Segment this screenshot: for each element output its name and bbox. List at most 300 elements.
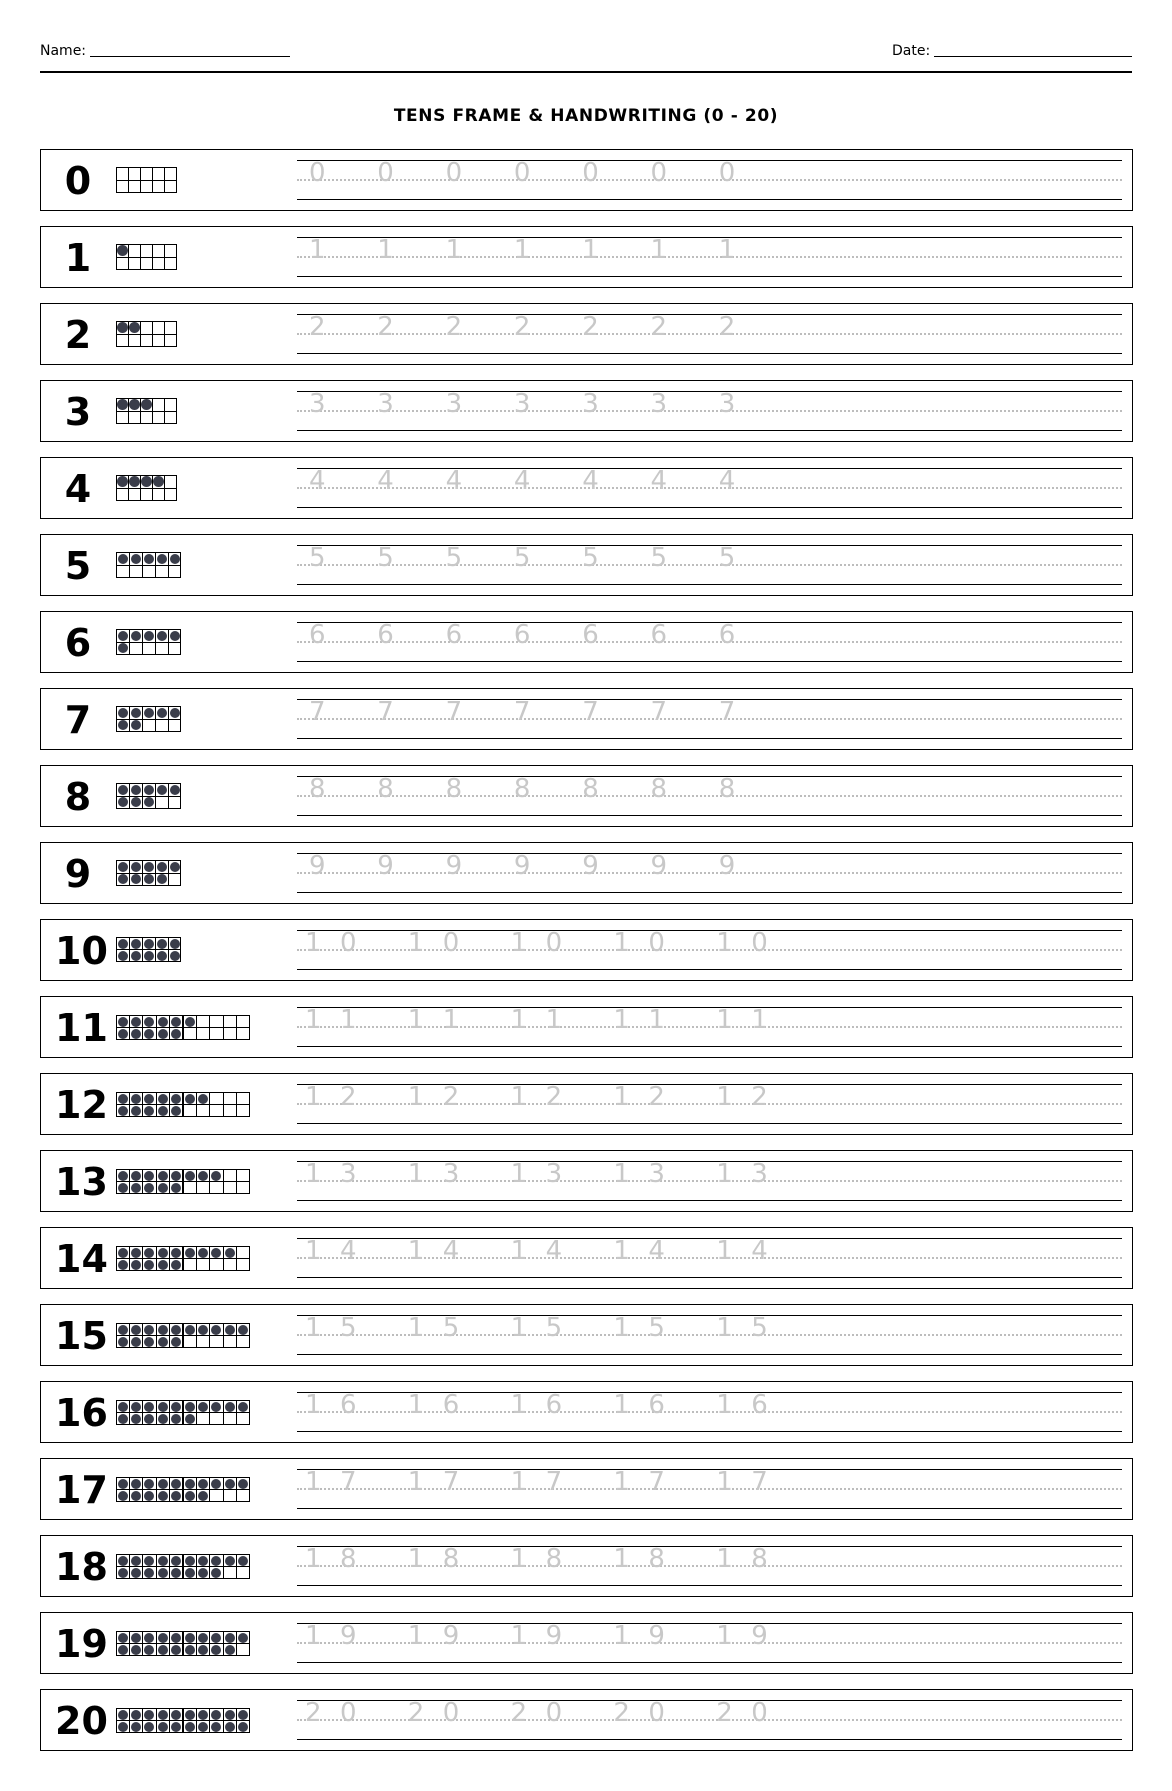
row-number: 3 xyxy=(64,390,92,434)
counter-dot-icon xyxy=(118,1402,128,1412)
ten-frame-cell xyxy=(141,489,153,502)
ten-frame-cell xyxy=(157,1721,170,1733)
counter-dot-icon xyxy=(118,1414,128,1424)
ten-frame-cell xyxy=(156,874,169,887)
handwriting-lines[interactable] xyxy=(297,1151,1122,1211)
ten-frame xyxy=(116,1400,183,1425)
counter-dot-icon xyxy=(171,1183,181,1193)
counter-dot-icon xyxy=(129,399,140,410)
date-field[interactable] xyxy=(934,56,1132,57)
ten-frame-cell xyxy=(184,1401,197,1413)
trace-digit: 8 xyxy=(377,774,394,804)
trace-digit: 7 xyxy=(545,1467,563,1497)
ten-frame-cell xyxy=(117,720,130,733)
ten-frame-cell xyxy=(165,476,177,489)
trace-digit: 5 xyxy=(718,543,736,573)
handwriting-lines[interactable] xyxy=(297,150,1122,210)
counter-dot-icon xyxy=(158,1171,168,1181)
ten-frame-cell xyxy=(130,938,143,950)
ten-frame xyxy=(116,475,177,501)
worksheet-row xyxy=(40,534,1133,596)
ten-frame-cell xyxy=(153,245,165,258)
ten-frame-cell xyxy=(237,1478,250,1490)
midline-dotted xyxy=(297,872,1122,874)
ten-frame-cell xyxy=(197,1555,210,1567)
counter-dot-icon xyxy=(198,1491,208,1501)
ten-frame-cell xyxy=(117,335,129,348)
trace-digit: 0 xyxy=(442,1698,460,1728)
trace-digit: 1 xyxy=(510,1236,528,1266)
ten-frame-cell xyxy=(170,1709,183,1721)
ten-frame-cell xyxy=(157,1170,170,1182)
handwriting-lines[interactable] xyxy=(297,1305,1122,1365)
trace-digit: 0 xyxy=(751,928,768,958)
counter-dot-icon xyxy=(118,1325,128,1335)
ten-frame-cell xyxy=(157,1336,170,1348)
ten-frame-cell xyxy=(237,1105,250,1117)
ten-frame-cell xyxy=(184,1721,197,1733)
handwriting-lines[interactable] xyxy=(297,1382,1122,1442)
trace-digit: 1 xyxy=(613,1082,630,1112)
ten-frame-cell xyxy=(169,720,182,733)
ten-frame-cell xyxy=(156,784,169,797)
trace-digit: 2 xyxy=(650,312,668,342)
row-number: 8 xyxy=(64,775,92,819)
counter-dot-icon xyxy=(144,1260,154,1270)
ten-frame-cell xyxy=(117,399,129,412)
counter-dot-icon xyxy=(157,951,167,961)
trace-digit: 1 xyxy=(613,1159,630,1189)
trace-digit: 1 xyxy=(716,1390,733,1420)
ten-frame xyxy=(183,1169,250,1194)
worksheet-row xyxy=(40,380,1133,442)
ten-frame-cell xyxy=(143,1247,156,1259)
trace-digit: 8 xyxy=(648,1544,665,1574)
counter-dot-icon xyxy=(171,1029,181,1039)
handwriting-lines[interactable] xyxy=(297,381,1122,441)
ten-frame-cell xyxy=(143,1632,156,1644)
ten-frame-cell xyxy=(184,1105,197,1117)
ten-frame-cell xyxy=(170,1401,183,1413)
ten-frame-cell xyxy=(130,1170,143,1182)
worksheet-row xyxy=(40,1073,1133,1135)
ten-frame-cell xyxy=(117,245,129,258)
counter-dot-icon xyxy=(144,874,154,884)
ten-frame-cell xyxy=(184,1247,197,1259)
ten-frame-cell xyxy=(210,1247,223,1259)
ten-frame-cell xyxy=(237,1259,250,1271)
handwriting-lines[interactable] xyxy=(297,1074,1122,1134)
counter-dot-icon xyxy=(144,1633,154,1643)
ten-frame-cell xyxy=(156,938,169,950)
ten-frame-cell xyxy=(157,1324,170,1336)
counter-dot-icon xyxy=(144,1556,154,1566)
trace-digit: 9 xyxy=(545,1621,563,1651)
trace-digit: 2 xyxy=(718,312,736,342)
counter-dot-icon xyxy=(144,1183,154,1193)
counter-dot-icon xyxy=(144,797,154,807)
trace-digit: 7 xyxy=(582,697,599,727)
trace-digit: 1 xyxy=(613,1313,630,1343)
trace-digit: 1 xyxy=(510,1313,528,1343)
trace-digit: 1 xyxy=(510,1390,528,1420)
ten-frame-cell xyxy=(117,630,130,643)
handwriting-lines[interactable] xyxy=(297,304,1122,364)
counter-dot-icon xyxy=(158,1568,168,1578)
ten-frame-cell xyxy=(224,1336,237,1348)
ten-frames xyxy=(116,860,181,886)
counter-dot-icon xyxy=(185,1414,195,1424)
trace-digit: 7 xyxy=(513,697,531,727)
trace-digit: 6 xyxy=(648,1390,665,1420)
counter-dot-icon xyxy=(118,554,128,564)
counter-dot-icon xyxy=(144,951,154,961)
ten-frame-cell xyxy=(143,1644,156,1656)
ten-frame-cell xyxy=(184,1709,197,1721)
ten-frame-cell xyxy=(141,181,153,194)
trace-digit: 4 xyxy=(513,466,531,496)
handwriting-lines[interactable] xyxy=(297,1536,1122,1596)
ten-frame-cell xyxy=(210,1567,223,1579)
counter-dot-icon xyxy=(185,1325,195,1335)
baseline-guide-line xyxy=(297,507,1122,508)
trace-digit: 1 xyxy=(613,1544,630,1574)
counter-dot-icon xyxy=(144,1325,154,1335)
trace-digit: 1 xyxy=(582,235,599,265)
trace-digit: 1 xyxy=(407,1313,425,1343)
ten-frame-cell xyxy=(130,1721,143,1733)
counter-dot-icon xyxy=(238,1479,248,1489)
handwriting-lines[interactable] xyxy=(297,1613,1122,1673)
ten-frame-cell xyxy=(130,1709,143,1721)
handwriting-lines[interactable] xyxy=(297,535,1122,595)
handwriting-lines[interactable] xyxy=(297,1228,1122,1288)
counter-dot-icon xyxy=(131,1183,141,1193)
ten-frame-cell xyxy=(130,707,143,720)
counter-dot-icon xyxy=(141,476,152,487)
ten-frame-cell xyxy=(130,1182,143,1194)
counter-dot-icon xyxy=(211,1171,221,1181)
trace-digit: 6 xyxy=(309,620,326,650)
counter-dot-icon xyxy=(170,862,180,872)
ten-frame-cell xyxy=(143,1709,156,1721)
ten-frame xyxy=(116,706,181,732)
ten-frame-cell xyxy=(130,1247,143,1259)
ten-frame-cell xyxy=(117,1093,130,1105)
ten-frame-cell xyxy=(165,181,177,194)
ten-frame-cell xyxy=(165,258,177,271)
ten-frame-cell xyxy=(224,1555,237,1567)
ten-frames xyxy=(116,937,181,962)
trace-digit: 6 xyxy=(582,620,599,650)
trace-digit: 9 xyxy=(445,851,463,881)
counter-dot-icon xyxy=(171,1414,181,1424)
ten-frame-cell xyxy=(197,1105,210,1117)
ten-frame-cell xyxy=(170,1721,183,1733)
trace-digit: 1 xyxy=(305,1082,322,1112)
trace-digit: 9 xyxy=(650,851,668,881)
ten-frame-cell xyxy=(153,181,165,194)
counter-dot-icon xyxy=(170,631,180,641)
trace-digit: 1 xyxy=(613,1005,630,1035)
counter-dot-icon xyxy=(171,1722,181,1732)
trace-digit: 6 xyxy=(377,620,394,650)
trace-digit: 7 xyxy=(309,697,326,727)
ten-frame-cell xyxy=(156,707,169,720)
ten-frame-cell xyxy=(117,1632,130,1644)
counter-dot-icon xyxy=(144,631,154,641)
ten-frame-cell xyxy=(170,1016,183,1028)
trace-digit: 7 xyxy=(377,697,394,727)
counter-dot-icon xyxy=(171,1633,181,1643)
ten-frame-cell xyxy=(197,1478,210,1490)
counter-dot-icon xyxy=(225,1479,235,1489)
ten-frame-cell xyxy=(117,1478,130,1490)
counter-dot-icon xyxy=(144,1017,154,1027)
trace-digit: 0 xyxy=(340,1698,357,1728)
ten-frame-cell xyxy=(117,181,129,194)
trace-digit: 1 xyxy=(407,1236,425,1266)
trace-digit: 1 xyxy=(716,1159,733,1189)
ten-frame-cell xyxy=(197,1644,210,1656)
handwriting-lines[interactable] xyxy=(297,1690,1122,1750)
counter-dot-icon xyxy=(225,1710,235,1720)
counter-dot-icon xyxy=(238,1722,248,1732)
trace-digit: 1 xyxy=(305,1467,322,1497)
top-guide-line xyxy=(297,776,1122,777)
handwriting-lines[interactable] xyxy=(297,997,1122,1057)
counter-dot-icon xyxy=(131,1106,141,1116)
ten-frame-cell xyxy=(237,1247,250,1259)
row-number: 5 xyxy=(64,544,92,588)
trace-digit: 1 xyxy=(305,1313,322,1343)
ten-frame-cell xyxy=(130,1336,143,1348)
trace-digit: 1 xyxy=(510,1621,528,1651)
ten-frame-cell xyxy=(224,1182,237,1194)
trace-digit: 7 xyxy=(648,1467,665,1497)
trace-digit: 1 xyxy=(718,235,736,265)
counter-dot-icon xyxy=(157,631,167,641)
ten-frame-cell xyxy=(237,1632,250,1644)
row-number: 11 xyxy=(55,1006,108,1050)
ten-frame-cell xyxy=(197,1401,210,1413)
handwriting-lines[interactable] xyxy=(297,458,1122,518)
counter-dot-icon xyxy=(225,1325,235,1335)
counter-dot-icon xyxy=(185,1633,195,1643)
counter-dot-icon xyxy=(158,1017,168,1027)
trace-digit: 1 xyxy=(613,928,630,958)
counter-dot-icon xyxy=(131,554,141,564)
counter-dot-icon xyxy=(144,1479,154,1489)
counter-dot-icon xyxy=(211,1325,221,1335)
ten-frame-cell xyxy=(130,630,143,643)
trace-digit: 4 xyxy=(751,1236,768,1266)
trace-digit: 1 xyxy=(613,1621,630,1651)
ten-frame-cell xyxy=(143,938,156,950)
ten-frame-cell xyxy=(117,861,130,874)
midline-dotted xyxy=(297,487,1122,489)
counter-dot-icon xyxy=(118,1017,128,1027)
counter-dot-icon xyxy=(171,1491,181,1501)
counter-dot-icon xyxy=(211,1479,221,1489)
trace-digit: 9 xyxy=(442,1621,460,1651)
baseline-guide-line xyxy=(297,1046,1122,1047)
ten-frame-cell xyxy=(224,1721,237,1733)
counter-dot-icon xyxy=(144,554,154,564)
ten-frame-cell xyxy=(130,643,143,656)
ten-frame-cell xyxy=(117,412,129,425)
top-guide-line xyxy=(297,468,1122,469)
ten-frame-cell xyxy=(129,181,141,194)
counter-dot-icon xyxy=(157,708,167,718)
counter-dot-icon xyxy=(131,1171,141,1181)
trace-digit: 5 xyxy=(309,543,326,573)
ten-frame xyxy=(116,167,177,193)
counter-dot-icon xyxy=(118,631,128,641)
ten-frame-cell xyxy=(224,1324,237,1336)
ten-frame xyxy=(116,783,181,809)
trace-digit: 1 xyxy=(407,1621,425,1651)
ten-frame-cell xyxy=(184,1490,197,1502)
ten-frame xyxy=(116,398,177,424)
handwriting-lines[interactable] xyxy=(297,766,1122,826)
ten-frames xyxy=(116,321,177,347)
trace-digit: 1 xyxy=(716,1544,733,1574)
trace-digit: 1 xyxy=(305,1236,322,1266)
ten-frame-cell xyxy=(157,1182,170,1194)
counter-dot-icon xyxy=(185,1094,195,1104)
ten-frame-cell xyxy=(117,1721,130,1733)
trace-digit: 2 xyxy=(340,1082,357,1112)
ten-frames xyxy=(116,1400,250,1425)
row-number: 15 xyxy=(55,1314,108,1358)
trace-digit: 1 xyxy=(305,1621,322,1651)
trace-digit: 5 xyxy=(648,1313,665,1343)
handwriting-lines[interactable] xyxy=(297,612,1122,672)
trace-digit: 1 xyxy=(513,235,531,265)
ten-frame-cell xyxy=(157,1016,170,1028)
ten-frame-cell xyxy=(157,1567,170,1579)
counter-dot-icon xyxy=(118,1337,128,1347)
ten-frame-cell xyxy=(153,412,165,425)
trace-digit: 1 xyxy=(510,1544,528,1574)
trace-digit: 0 xyxy=(513,158,531,188)
ten-frame-cell xyxy=(224,1170,237,1182)
counter-dot-icon xyxy=(118,797,128,807)
counter-dot-icon xyxy=(158,1633,168,1643)
trace-digit: 4 xyxy=(445,466,463,496)
handwriting-lines[interactable] xyxy=(297,689,1122,749)
ten-frame-cell xyxy=(130,553,143,566)
trace-digit: 2 xyxy=(582,312,599,342)
trace-digit: 5 xyxy=(582,543,599,573)
counter-dot-icon xyxy=(185,1248,195,1258)
ten-frame-cell xyxy=(224,1401,237,1413)
worksheet-row xyxy=(40,303,1133,365)
ten-frame-cell xyxy=(197,1709,210,1721)
counter-dot-icon xyxy=(144,1248,154,1258)
trace-digit: 0 xyxy=(650,158,668,188)
ten-frame-cell xyxy=(237,1016,250,1028)
ten-frame-cell xyxy=(143,1324,156,1336)
ten-frame xyxy=(183,1400,250,1425)
ten-frame-cell xyxy=(224,1632,237,1644)
ten-frame-cell xyxy=(117,1401,130,1413)
counter-dot-icon xyxy=(185,1645,195,1655)
midline-dotted xyxy=(297,795,1122,797)
ten-frame-cell xyxy=(153,335,165,348)
ten-frame-cell xyxy=(184,1413,197,1425)
ten-frame-cell xyxy=(129,322,141,335)
counter-dot-icon xyxy=(198,1722,208,1732)
handwriting-lines[interactable] xyxy=(297,920,1122,980)
counter-dot-icon xyxy=(131,1029,141,1039)
trace-digit: 3 xyxy=(442,1159,460,1189)
ten-frame xyxy=(116,1554,183,1579)
row-number: 10 xyxy=(55,929,108,973)
row-number: 17 xyxy=(55,1468,108,1512)
worksheet-row xyxy=(40,1612,1133,1674)
handwriting-lines[interactable] xyxy=(297,843,1122,903)
trace-digit: 7 xyxy=(751,1467,768,1497)
ten-frame-cell xyxy=(184,1336,197,1348)
ten-frame-cell xyxy=(143,553,156,566)
ten-frame xyxy=(116,321,177,347)
handwriting-lines[interactable] xyxy=(297,227,1122,287)
counter-dot-icon xyxy=(171,1337,181,1347)
counter-dot-icon xyxy=(117,476,128,487)
counter-dot-icon xyxy=(185,1491,195,1501)
ten-frame-cell xyxy=(143,1490,156,1502)
ten-frame-cell xyxy=(165,245,177,258)
trace-digit: 2 xyxy=(648,1082,665,1112)
ten-frame-cell xyxy=(141,258,153,271)
counter-dot-icon xyxy=(144,1094,154,1104)
ten-frame-cell xyxy=(237,1182,250,1194)
ten-frame-cell xyxy=(117,643,130,656)
ten-frame-cell xyxy=(143,1478,156,1490)
trace-digit: 3 xyxy=(718,389,736,419)
ten-frame-cell xyxy=(117,797,130,810)
counter-dot-icon xyxy=(144,785,154,795)
top-guide-line xyxy=(297,391,1122,392)
counter-dot-icon xyxy=(144,1414,154,1424)
ten-frame-cell xyxy=(117,1413,130,1425)
counter-dot-icon xyxy=(131,874,141,884)
baseline-guide-line xyxy=(297,1585,1122,1586)
handwriting-lines[interactable] xyxy=(297,1459,1122,1519)
ten-frame-cell xyxy=(197,1632,210,1644)
ten-frame-cell xyxy=(184,1093,197,1105)
ten-frame-cell xyxy=(130,1632,143,1644)
ten-frames xyxy=(116,1169,250,1194)
trace-digit: 0 xyxy=(340,928,357,958)
trace-digit: 4 xyxy=(650,466,668,496)
ten-frame-cell xyxy=(153,322,165,335)
name-field[interactable] xyxy=(90,56,290,57)
ten-frame-cell xyxy=(143,1567,156,1579)
ten-frame xyxy=(116,860,181,886)
trace-digit: 9 xyxy=(751,1621,768,1651)
counter-dot-icon xyxy=(211,1710,221,1720)
ten-frame-cell xyxy=(117,1028,130,1040)
trace-digit: 4 xyxy=(340,1236,357,1266)
trace-digit: 5 xyxy=(340,1313,357,1343)
counter-dot-icon xyxy=(211,1722,221,1732)
trace-digit: 4 xyxy=(648,1236,665,1266)
ten-frame-cell xyxy=(143,1105,156,1117)
ten-frame-cell xyxy=(157,1247,170,1259)
